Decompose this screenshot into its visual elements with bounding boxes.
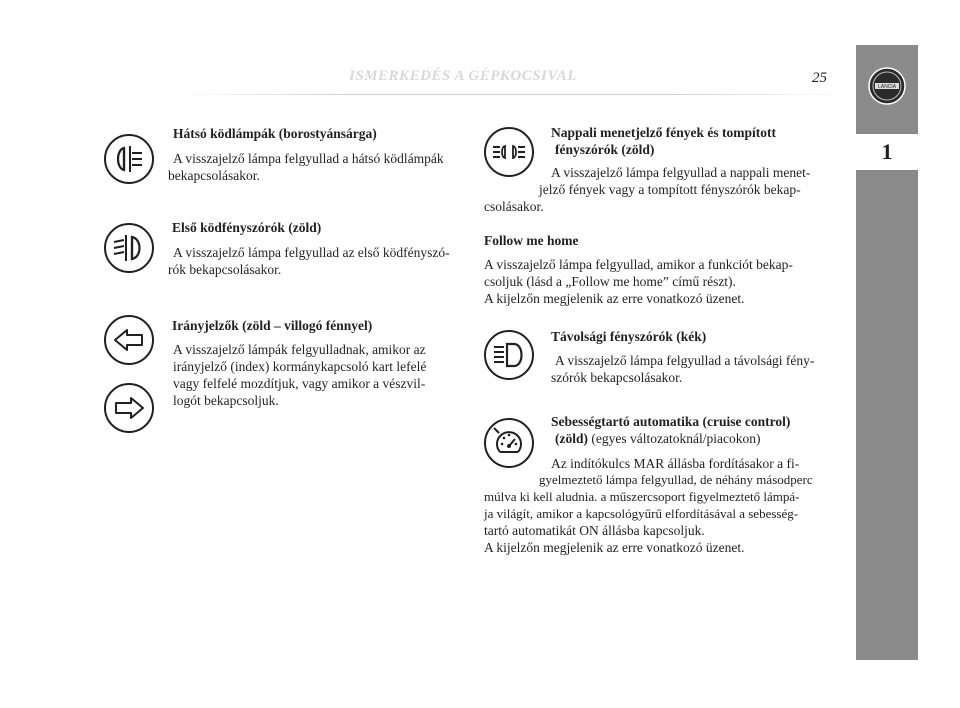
cruise-line2: gyelmeztető lámpa felgyullad, de néhány másodperc [539, 472, 813, 487]
front-fog-line1: A visszajelző lámpa felgyullad az első ködfényszó- [173, 245, 450, 260]
follow-me-title: Follow me home [484, 233, 579, 248]
rear-fog-line1: A visszajelző lámpa felgyullad a hátsó ködlámpák [173, 151, 444, 166]
drl-title-line2: fényszórók (zöld) [555, 142, 655, 157]
indicators-line4: logót bekapcsoljuk. [173, 393, 279, 408]
cruise-title-variants: (egyes változatoknál/piacokon) [588, 431, 761, 446]
high-beam-line2: szórók bekapcsolásakor. [551, 370, 683, 385]
drl-line3: csolásakor. [484, 199, 544, 214]
front-fog-light-icon [104, 223, 154, 273]
rear-fog-title: Hátsó ködlámpák (borostyánsárga) [173, 126, 377, 141]
high-beam-title: Távolsági fényszórók (kék) [551, 329, 707, 344]
rear-fog-line2: bekapcsolásakor. [168, 168, 260, 183]
follow-me-line1: A visszajelző lámpa felgyullad, amikor a funkciót bekap- [484, 257, 793, 272]
drl-line2: jelző fények vagy a tompított fényszórók bekap- [539, 182, 801, 197]
running-header: ISMERKEDÉS A GÉPKOCSIVAL [349, 68, 577, 84]
follow-me-line3: A kijelzőn megjelenik az erre vonatkozó üzenet. [484, 291, 745, 306]
cruise-title-line2 [555, 430, 760, 447]
cruise-line6: A kijelzőn megjelenik az erre vonatkozó üzenet. [484, 540, 745, 555]
chapter-number: 1 [856, 134, 918, 170]
indicators-line2: irányjelző (index) kormánykapcsoló kart lefelé [173, 359, 427, 374]
indicators-title: Irányjelzők (zöld – villogó fénnyel) [172, 318, 373, 333]
cruise-line3: múlva ki kell aludnia. a műszercsoport figyelmeztető lámpá- [484, 489, 800, 504]
cruise-line4: ja világít, amikor a kapcsológyűrű elfordításával a sebesség- [484, 506, 799, 521]
daytime-running-lights-icon [484, 127, 534, 177]
cruise-title-color: (zöld) [555, 431, 588, 446]
lancia-logo [867, 66, 907, 106]
header-divider [175, 94, 845, 95]
front-fog-title: Első ködfényszórók (zöld) [172, 220, 322, 235]
front-fog-line2: rók bekapcsolásakor. [168, 262, 282, 277]
right-arrow-icon [104, 383, 154, 433]
indicators-line1: A visszajelző lámpák felgyulladnak, amikor az [173, 342, 426, 357]
drl-title-line1: Nappali menetjelző fények és tompított [551, 125, 776, 140]
cruise-line1: Az indítókulcs MAR állásba fordításakor a fi- [551, 456, 800, 471]
high-beam-icon [484, 330, 534, 380]
left-arrow-icon [104, 315, 154, 365]
cruise-line5: tartó automatikát ON állásba kapcsoljuk. [484, 523, 705, 538]
cruise-title-line1: Sebességtartó automatika (cruise control) [551, 414, 791, 429]
rear-fog-light-icon [104, 134, 154, 184]
cruise-control-icon [484, 418, 534, 468]
page-number: 25 [812, 70, 827, 86]
svg-text:LANCIA: LANCIA [877, 84, 897, 90]
drl-line1: A visszajelző lámpa felgyullad a nappali menet- [551, 165, 811, 180]
follow-me-line2: csoljuk (lásd a „Follow me home” című részt). [484, 274, 736, 289]
indicators-line3: vagy felfelé mozdítjuk, vagy amikor a vészvil- [173, 376, 426, 391]
high-beam-line1: A visszajelző lámpa felgyullad a távolsági fény- [555, 353, 815, 368]
